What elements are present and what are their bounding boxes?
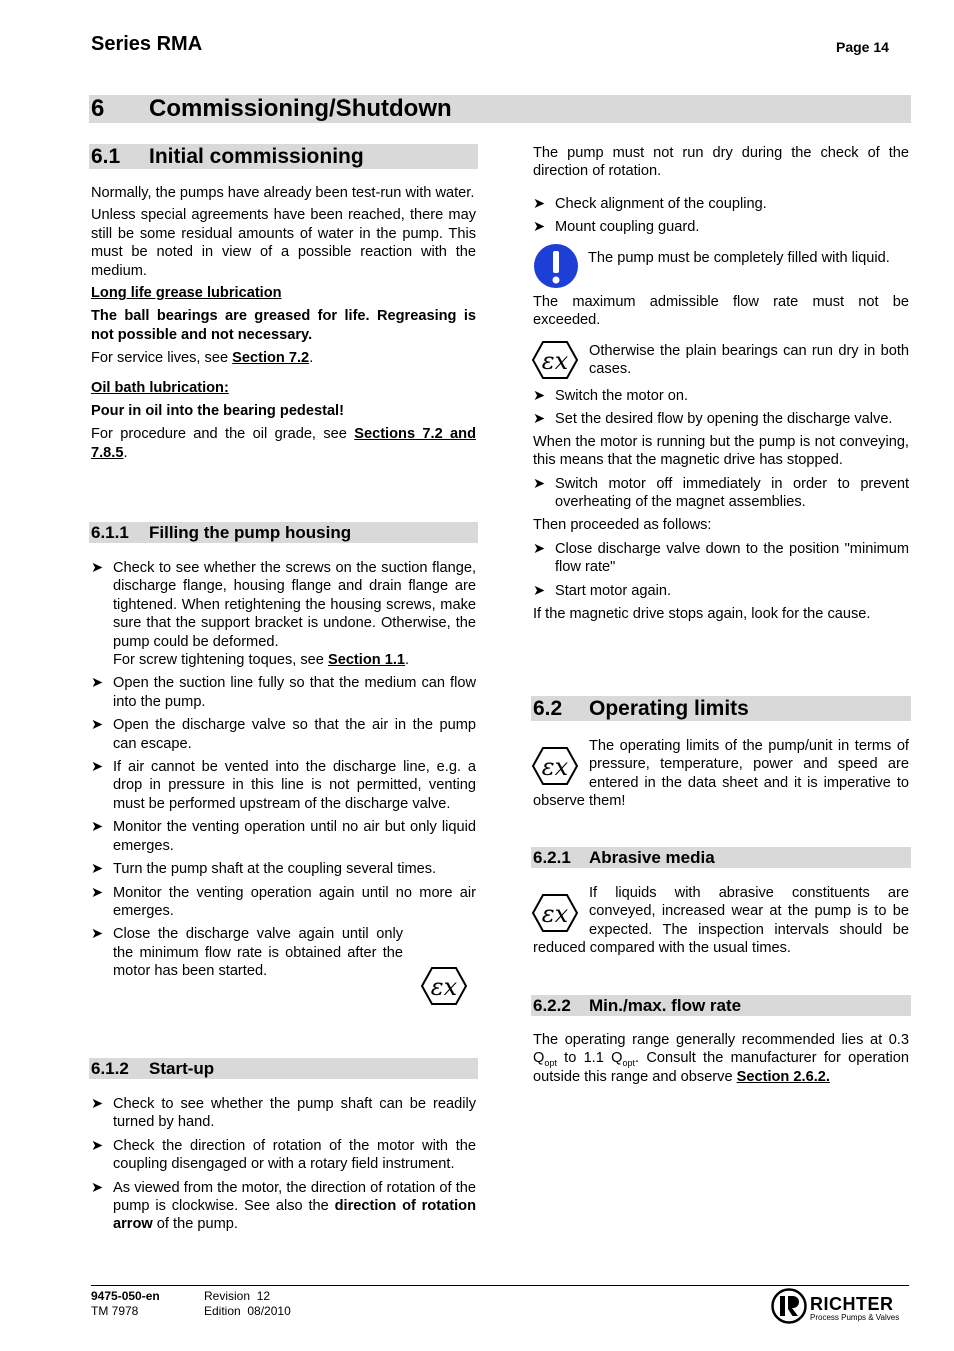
right-column-top	[533, 144, 909, 237]
svg-text:εx: εx	[541, 347, 569, 375]
ex-protection-icon	[531, 340, 579, 380]
paragraph: Normally, the pumps have already been test-run with water.	[91, 185, 475, 201]
tm-number: TM 7978	[91, 1304, 139, 1318]
arrow-bullet-icon: ➤	[91, 884, 104, 901]
operating-limits-note	[533, 737, 909, 811]
paragraph-bold: Pour in oil into the bearing pedestal!	[91, 403, 344, 420]
arrow-bullet-icon: ➤	[91, 717, 104, 734]
edition: Edition 08/2010	[204, 1304, 291, 1318]
section-6-1-heading	[89, 144, 478, 169]
ex-note-text: If liquids with abrasive constituents are conveyed, increased wear at the pump is to be expected. The inspection intervals should be reduced compared with the usual times.	[533, 885, 909, 957]
section-6-2-heading	[531, 696, 911, 721]
chapter-heading	[89, 95, 911, 123]
arrow-bullet-icon: ➤	[91, 759, 104, 776]
revision: Revision 12	[204, 1289, 271, 1303]
list-item: ➤ As viewed from the motor, the direction of rotation of the pump is clockwise. See also the direction of rotation arrow of the pump.	[91, 1179, 476, 1233]
list-item: ➤ Monitor the venting operation until no air but only liquid emerges.	[91, 819, 476, 854]
logo-subtitle: Process Pumps & Valves	[810, 1313, 900, 1322]
list-item: ➤ Close the discharge valve again until only the minimum flow rate is obtained after the motor has been started.	[91, 926, 403, 980]
flow-rate-paragraph: The operating range generally recommended lies at 0.3 $Q_{opt}$ to 1.1 $Q_{opt}$. Consult the manufacturer for operation outside this range and observe Section 2.6.2.	[533, 1032, 909, 1085]
footer-divider	[91, 1285, 909, 1286]
paragraph: For service lives, see Section 7.2.	[91, 350, 314, 367]
list-item: ➤ Turn the pump shaft at the coupling several times.	[91, 861, 437, 878]
section-6-1-2-heading	[89, 1058, 478, 1079]
warning-text: The pump must be completely filled with liquid.	[588, 250, 890, 266]
section-title: Filling the pump housing	[149, 523, 352, 542]
arrow-bullet-icon: ➤	[533, 388, 546, 404]
arrow-bullet-icon: ➤	[91, 560, 104, 576]
list-item: ➤ Check to see whether the pump shaft can be readily turned by hand.	[91, 1096, 476, 1131]
arrow-bullet-icon: ➤	[533, 411, 546, 428]
section-number: 6.2.1	[533, 848, 571, 867]
list-item: ➤ Open the suction line fully so that the medium can flow into the pump.	[91, 675, 476, 710]
section-link[interactable]: Section 2.6.2.	[736, 1068, 830, 1085]
abrasive-media-note	[533, 884, 909, 958]
section-number: 6.1.2	[91, 1059, 129, 1078]
ex-note-text: The operating limits of the pump/unit in terms of pressure, temperature, power and speed are entered in the data sheet and it is imperative to observe them!	[533, 738, 909, 810]
richter-logo	[771, 1288, 911, 1326]
paragraph: The pump must not run dry during the check of the direction of rotation.	[533, 145, 909, 180]
ex-protection-icon	[420, 966, 468, 1006]
arrow-bullet-icon: ➤	[533, 195, 546, 212]
list-item: ➤ Start motor again.	[533, 582, 671, 599]
section-title: Abrasive media	[589, 848, 715, 867]
arrow-bullet-icon: ➤	[91, 1096, 104, 1112]
arrow-bullet-icon: ➤	[91, 1179, 104, 1196]
list-item: ➤ Mount coupling guard.	[533, 219, 700, 236]
arrow-bullet-icon: ➤	[533, 540, 546, 557]
section-number: 6.1	[91, 145, 121, 168]
section-6-1-2-list	[91, 1095, 476, 1234]
svg-text:εx: εx	[541, 753, 569, 781]
right-column-middle	[533, 387, 909, 623]
arrow-bullet-icon: ➤	[91, 926, 104, 943]
section-6-1-1-list	[91, 559, 476, 981]
ex-note-text: Otherwise the plain bearings can run dry in both cases.	[589, 343, 909, 378]
exclamation-warning-icon	[533, 243, 579, 289]
list-item: ➤ Check the direction of rotation of the motor with the coupling disengaged or with a rotary field instrument.	[91, 1137, 476, 1173]
arrow-bullet-icon: ➤	[91, 675, 104, 692]
section-6-2-2-heading	[531, 995, 911, 1016]
list-item: ➤ Monitor the venting operation again until no more air emerges.	[91, 884, 476, 919]
section-title: Operating limits	[589, 697, 749, 720]
arrow-bullet-icon: ➤	[91, 861, 104, 878]
section-number: 6.2.2	[533, 996, 571, 1015]
list-item: ➤ Check alignment of the coupling.	[533, 195, 767, 212]
paragraph-bold: The ball bearings are greased for life. Regreasing is not possible and not necessary.	[91, 308, 476, 343]
page-number: Page 14	[836, 39, 889, 55]
svg-text:εx: εx	[541, 900, 569, 928]
section-link[interactable]: Sections 7.2 and 7.8.5	[91, 426, 476, 461]
section-6-1-body	[91, 184, 476, 462]
arrow-bullet-icon: ➤	[533, 582, 546, 599]
series-title: Series RMA	[91, 33, 203, 55]
subheading-grease: Long life grease lubrication	[91, 285, 282, 302]
paragraph: The maximum admissible flow rate must not be exceeded.	[533, 294, 909, 329]
section-title: Start-up	[149, 1059, 215, 1078]
chapter-number: 6	[91, 95, 105, 122]
section-link[interactable]: Section 7.2	[232, 350, 310, 367]
list-item: ➤ Check to see whether the screws on the suction flange, discharge flange, housing flange and drain flange are tightened. When retightening the housing screws, make sure that the support bracket is undone. Otherwise, the pump could be deformed. For screw tightening toques, see Section 1.1.	[91, 560, 476, 669]
section-title: Initial commissioning	[149, 145, 364, 168]
list-item: ➤ If air cannot be vented into the discharge line, e.g. a drop in pressure in this line is not permitted, venting must be performed upstream of the discharge valve.	[91, 759, 476, 812]
arrow-bullet-icon: ➤	[533, 475, 546, 492]
list-item: ➤ Close discharge valve down to the position "minimum flow rate"	[533, 540, 909, 576]
list-item: ➤ Switch motor off immediately in order to prevent overheating of the magnet assemblies.	[533, 475, 909, 511]
richter-logo-icon	[771, 1288, 807, 1324]
paragraph: Then proceeded as follows:	[533, 517, 712, 534]
arrow-bullet-icon: ➤	[91, 819, 104, 836]
section-number: 6.2	[533, 697, 563, 720]
list-item: ➤ Switch the motor on.	[533, 388, 689, 404]
paragraph: Unless special agreements have been reached, there may still be some residual amounts of water in the pump. This must be noted in view of a possible reaction with the medium.	[91, 207, 476, 279]
doc-number: 9475-050-en	[91, 1289, 160, 1303]
list-item: ➤ Open the discharge valve so that the air in the pump can escape.	[91, 717, 476, 752]
chapter-title: Commissioning/Shutdown	[149, 95, 452, 122]
section-6-1-1-heading	[89, 522, 478, 543]
section-number: 6.1.1	[91, 523, 129, 542]
list-item: ➤ Set the desired flow by opening the discharge valve.	[533, 411, 893, 428]
paragraph: For procedure and the oil grade, see Sections 7.2 and 7.8.5.	[91, 426, 476, 461]
arrow-bullet-icon: ➤	[91, 1137, 104, 1154]
section-6-2-1-heading	[531, 847, 911, 868]
section-link[interactable]: Section 1.1	[327, 652, 406, 669]
paragraph: If the magnetic drive stops again, look for the cause.	[533, 606, 871, 623]
subheading-oil: Oil bath lubrication:	[91, 379, 229, 396]
paragraph: When the motor is running but the pump is not conveying, this means that the magnetic drive has stopped.	[533, 433, 909, 469]
arrow-bullet-icon: ➤	[533, 219, 546, 236]
logo-name: RICHTER	[810, 1294, 894, 1314]
section-title: Min./max. flow rate	[589, 996, 742, 1015]
svg-text:εx: εx	[430, 973, 458, 1001]
